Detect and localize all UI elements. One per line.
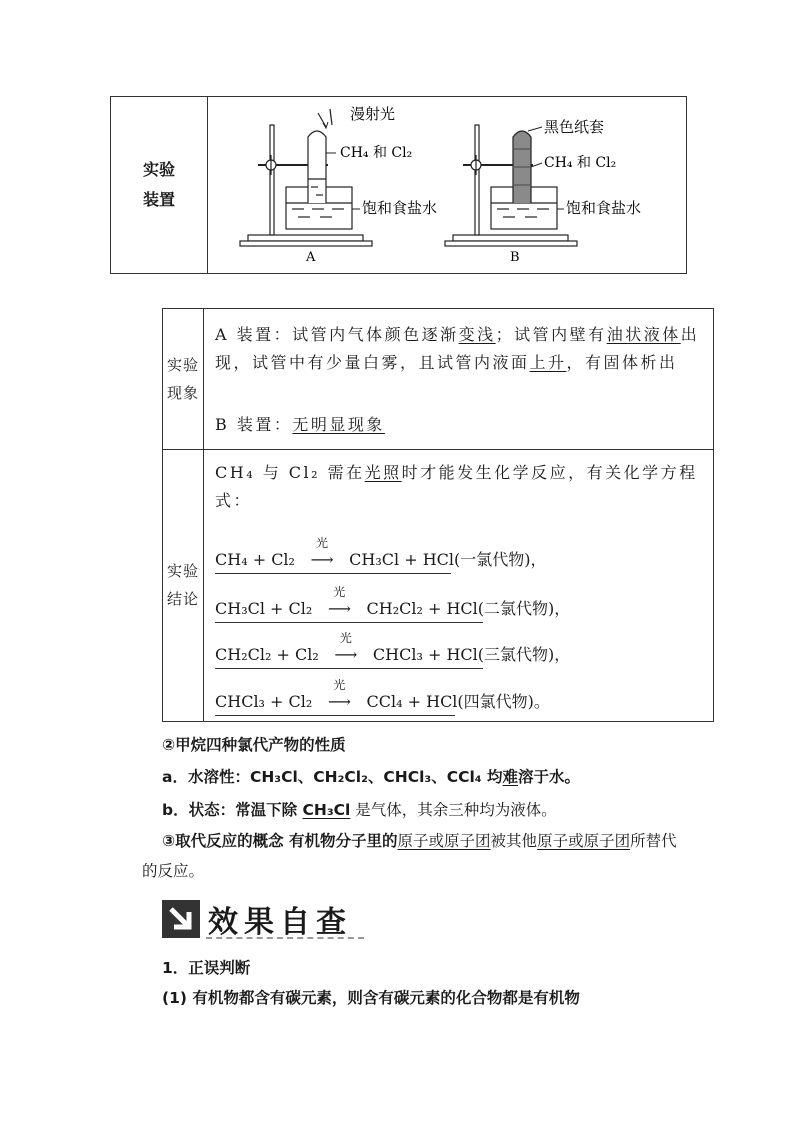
solubility-blank: 难: [502, 768, 518, 786]
para-solubility: [162, 762, 580, 792]
apparatus-label: [111, 97, 208, 273]
obs-a-blank-1: 变浅: [458, 325, 496, 344]
apparatus-table: [110, 96, 687, 274]
label-b-water: 饱和食盐水: [566, 199, 642, 217]
obs-a-blank-2: 油状液体: [606, 325, 681, 344]
eq1-note: (一氯代物)，: [454, 550, 547, 569]
apparatus-label-1: 实验: [142, 160, 175, 179]
equation-3: [215, 631, 571, 665]
observation-label-1: 实验: [166, 356, 199, 374]
obs-b-blank: 无明显现象: [292, 415, 385, 434]
label-a-gas: CH₄ 和 Cl₂: [340, 145, 413, 161]
arrow-icon: [162, 900, 200, 938]
eq1-underline: [215, 573, 451, 574]
label-diffuse-light: 漫射光: [350, 105, 396, 123]
conclusion-row: [163, 449, 713, 721]
eq1-right: CH₃Cl + HCl: [349, 550, 455, 569]
state-text: b．状态：常温下除: [162, 801, 303, 819]
eq1-left: CH₄ + Cl₂: [215, 550, 295, 569]
substitution-text: ③取代反应的概念 有机物分子里的: [162, 832, 398, 850]
label-a-water: 饱和食盐水: [362, 199, 438, 217]
substitution-mid: 被其他: [490, 832, 538, 850]
obs-a-blank-3: 上升: [529, 353, 567, 372]
obs-a-prefix: A 装置：试管内气体颜色逐渐: [215, 325, 459, 344]
eq4-note: (四氯代物)。: [457, 692, 550, 711]
label-b: B: [510, 250, 520, 265]
substitution-end: 所替代的反应。: [142, 832, 677, 880]
apparatus-a: [240, 109, 372, 246]
eq4-underline: [215, 715, 455, 716]
eq3-left: CH₂Cl₂ + Cl₂: [215, 645, 319, 664]
eq4-right: CCl₄ + HCl: [366, 692, 458, 711]
obs-a-mid-2: 出现，试管中有少量白雾，且试管内液面: [215, 325, 700, 372]
observation-row: [163, 309, 713, 450]
eq3-right: CHCl₃ + HCl: [372, 645, 478, 664]
state-end: 是气体，其余三种均为液体。: [350, 801, 557, 819]
results-table: [162, 308, 714, 722]
equation-4: [215, 678, 550, 712]
observation-label-2: 现象: [166, 384, 199, 402]
eq2-condition: 光: [333, 585, 346, 599]
concl-intro-pre: CH₄ 与 Cl₂ 需在: [215, 463, 365, 482]
eq2-right: CH₂Cl₂ + HCl: [366, 599, 478, 618]
observation-b: [215, 411, 703, 439]
label-black-cover: 黑色纸套: [544, 118, 605, 136]
substitution-blank-1: 原子或原子团: [397, 832, 491, 850]
label-b-gas: CH₄ 和 Cl₂: [544, 155, 617, 171]
eq3-condition: 光: [339, 631, 352, 645]
obs-a-mid-1: ；试管内壁有: [495, 325, 607, 344]
question-1: (1) 有机物都含有碳元素，则含有碳元素的化合物都是有机物: [162, 989, 580, 1007]
label-a: A: [306, 250, 316, 265]
eq3-arrow: 光 ⟶: [324, 645, 368, 664]
eq4-arrow: 光 ⟶: [317, 692, 361, 711]
eq2-arrow: 光 ⟶: [317, 599, 361, 618]
conclusion-label-1: 实验: [166, 562, 199, 580]
observation-a: [215, 321, 703, 377]
state-blank: CH₃Cl: [302, 801, 351, 819]
eq4-condition: 光: [333, 678, 346, 692]
question-heading: 1．正误判断: [162, 959, 251, 977]
conclusion-label-2: 结论: [166, 590, 199, 608]
eq2-note: (二氯代物)，: [477, 599, 571, 618]
solubility-text: a．水溶性：CH₃Cl、CH₂Cl₂、CHCl₃、CCl₄ 均: [162, 768, 503, 786]
conclusion-intro: [215, 459, 703, 515]
substitution-blank-2: 原子或原子团: [537, 832, 631, 850]
para-state: [162, 795, 557, 825]
eq3-note: (三氯代物)，: [477, 645, 571, 664]
para-substitution: [142, 826, 682, 886]
solubility-end: 溶于水。: [518, 768, 581, 786]
concl-intro-post: 时才能发生化学反应，有关化学方程式：: [215, 463, 698, 510]
conclusion-label: [163, 449, 204, 721]
apparatus-b: [445, 125, 577, 246]
eq1-arrow: 光 ⟶: [300, 550, 344, 569]
eq2-left: CH₃Cl + Cl₂: [215, 599, 313, 618]
para-heading-properties: ②甲烷四种氯代产物的性质: [162, 736, 346, 754]
observation-label: [163, 309, 204, 449]
eq2-underline: [215, 622, 483, 623]
eq3-underline: [215, 668, 483, 669]
eq1-condition: 光: [316, 536, 329, 550]
obs-b-prefix: B 装置：: [215, 415, 293, 434]
eq4-left: CHCl₃ + Cl₂: [215, 692, 313, 711]
apparatus-diagram: [208, 97, 686, 273]
obs-a-end: ，有固体析出: [566, 353, 678, 372]
equation-1: [215, 536, 547, 570]
equation-2: [215, 585, 571, 619]
section-title: 效果自查: [208, 905, 352, 940]
concl-intro-blank: 光照: [364, 463, 402, 482]
section-header: [162, 897, 352, 941]
section-divider: [206, 937, 364, 939]
apparatus-label-2: 装置: [142, 190, 175, 209]
